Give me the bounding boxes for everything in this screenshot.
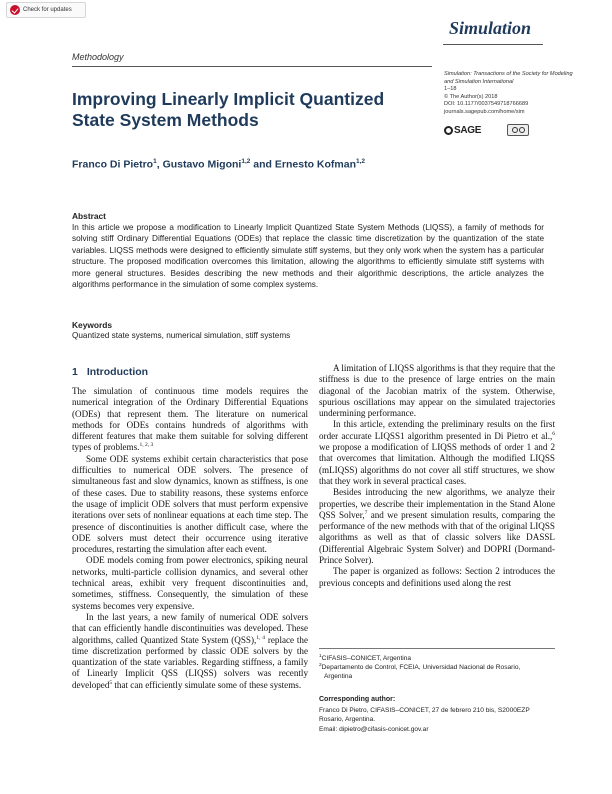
paragraph: The simulation of continuous time models requires the numerical integration of the Ordinary Differential Equations (ODEs) that represent them. The literature on numerical methods for ODEs contains hundreds of algorithms with different features that make them suitable for solving different types of problems.$^{1, 2, 3}$	[72, 386, 308, 453]
badge-label: Check for updates	[23, 7, 72, 13]
affiliation-2: $^2$Departamento de Control, FCEIA, Universidad Nacional de Rosario,	[319, 662, 521, 671]
author-affiliation: 1,2	[355, 158, 366, 165]
author-name: Ernesto Kofman	[274, 158, 356, 171]
paragraph: The paper is organized as follows: Section 2 introduces the previous concepts and definitions used along the rest	[319, 566, 555, 588]
author-name: Gustavo Migoni	[162, 158, 242, 171]
corresponding-author-heading: Corresponding author:	[319, 696, 396, 703]
section-heading	[72, 366, 148, 378]
journal-name: Simulation	[449, 18, 532, 38]
licence-icon	[507, 124, 529, 136]
corr-address: Franco Di Pietro, CIFASIS–CONICET, 27 de febrero 210 bis, S2000EZP	[319, 707, 530, 714]
left-column	[72, 386, 308, 691]
right-column	[319, 363, 555, 589]
page-range: 1–18	[444, 86, 457, 93]
corr-email[interactable]: Email: dipietro@cifasis-conicet.gov.ar	[319, 725, 429, 733]
keywords-list: Quantized state systems, numerical simulation, stiff systems	[72, 331, 291, 340]
affiliations	[319, 654, 555, 681]
author-affiliation: 1	[153, 158, 157, 165]
affiliation-2-cont: Argentina	[324, 673, 353, 680]
section-title: Introduction	[86, 366, 149, 378]
sage-logo-text: SAGE	[454, 124, 482, 136]
doi[interactable]: DOI: 10.1177/0037549718766689	[444, 101, 529, 108]
corresponding-author	[319, 706, 559, 734]
title-line-1: Improving Linearly Implicit Quantized	[72, 89, 385, 109]
check-updates-icon	[10, 5, 20, 15]
paragraph: In the last years, a new family of numerical ODE solvers that can efficiently handle discontinuities was developed. These algorithms, called Quantized State System (QSS),$^{1, 4}$ replace the time discretization performed by classic ODE solvers by the quantization of the state variables. Regarding stiffness, a family of Linearly Implicit QSS (LIQSS) solvers was recently developed$^5$ that can efficiently simulate some of these systems.	[72, 611, 308, 690]
paragraph: A limitation of LIQSS algorithms is that they require that the stiffness is due to the presence of large entries on the main diagonal of the Jacobian matrix of the system. Otherwise, spurious oscillations may appear on the simulated trajectories undermining performance.	[319, 363, 555, 419]
affiliation-1: $^1$CIFASIS–CONICET, Argentina	[319, 653, 412, 662]
footnote-rule	[319, 648, 555, 649]
corr-city: Rosario, Argentina.	[319, 716, 376, 724]
author-separator: ,	[156, 158, 163, 171]
check-for-updates-badge[interactable]	[6, 2, 86, 18]
paragraph: Some ODE systems exhibit certain characteristics that pose difficulties to numerical ODE solvers. The presence of simultaneous fast and slow dynamics, known as stiffness, is one of these cases. Due to stability reasons, these systems enforce the usage of implicit ODE solvers that must perform expensive iterations over sets of nonlinear equations at each time step. The presence of discontinuities is another difficult case, where the ODE solvers must detect their occurrence using iterative procedures, restarting the simulation after each event.	[72, 453, 308, 555]
paragraph: Besides introducing the new algorithms, we analyze their properties, we describe their implementation in the Stand Alone QSS Solver,$^7$ and we present simulation results, comparing the performance of the new methods with that of the original LIQSS algorithms as well as that of classic solvers like DASSL (Differential Algebraic System Solver) and DOPRI (Dormand-Prince Solver).	[319, 487, 555, 566]
keywords-heading: Keywords	[72, 320, 113, 330]
author-name: Franco Di Pietro	[72, 158, 154, 171]
article-title	[72, 89, 412, 131]
paragraph: ODE models coming from power electronics, spiking neural networks, multi-particle collision dynamics, and several other technical areas, exhibit very frequent discontinuities and, sometimes, stiffness. Consequently, the simulation of these systems becomes very expensive.	[72, 555, 308, 611]
paragraph: In this article, extending the preliminary results on the first order accurate LIQSS1 algorithm presented in Di Pietro et al.,$^6$ we propose a modification of LIQSS methods of order 1 and 2 that overcomes that limitation. Although the modified LIQSS (mLIQSS) algorithms do not cover all stiff structures, we show that they work in several practical cases.	[319, 419, 555, 486]
author-affiliation: 1,2	[241, 158, 251, 165]
author-list	[72, 158, 365, 171]
journal-url[interactable]: journals.sagepub.com/home/sim	[444, 108, 525, 115]
journal-sidebar	[444, 71, 574, 117]
publisher-logos	[444, 124, 529, 136]
sage-logo	[444, 125, 481, 136]
header-rule	[72, 66, 432, 67]
title-line-2: State System Methods	[72, 110, 259, 130]
journal-full-name: Simulation: Transactions of the Society for Modeling and Simulation International	[444, 71, 573, 85]
journal-rule	[443, 44, 543, 45]
author-separator: and	[250, 158, 275, 171]
abstract-body: In this article we propose a modification to Linearly Implicit Quantized State System Methods (LIQSS), a family of methods for solving stiff Ordinary Differential Equations (ODEs) that replace the classic time discretization by the quantization of the state variables. LIQSS methods were designed to efficiently simulate stiff systems, but they only work when the system has a particular structure. The proposed modification overcomes this limitation, allowing the algorithms to efficiently simulate stiff systems with more general structures. Besides describing the new methods and their algorithmic descriptions, the article analyzes the algorithms performance in the simulation of some complex systems.	[72, 223, 544, 290]
section-number: 1	[72, 366, 78, 378]
abstract-heading: Abstract	[72, 211, 106, 221]
section-label: Methodology	[72, 52, 124, 62]
sage-logo-icon	[444, 126, 453, 135]
copyright: © The Author(s) 2018	[444, 93, 498, 100]
